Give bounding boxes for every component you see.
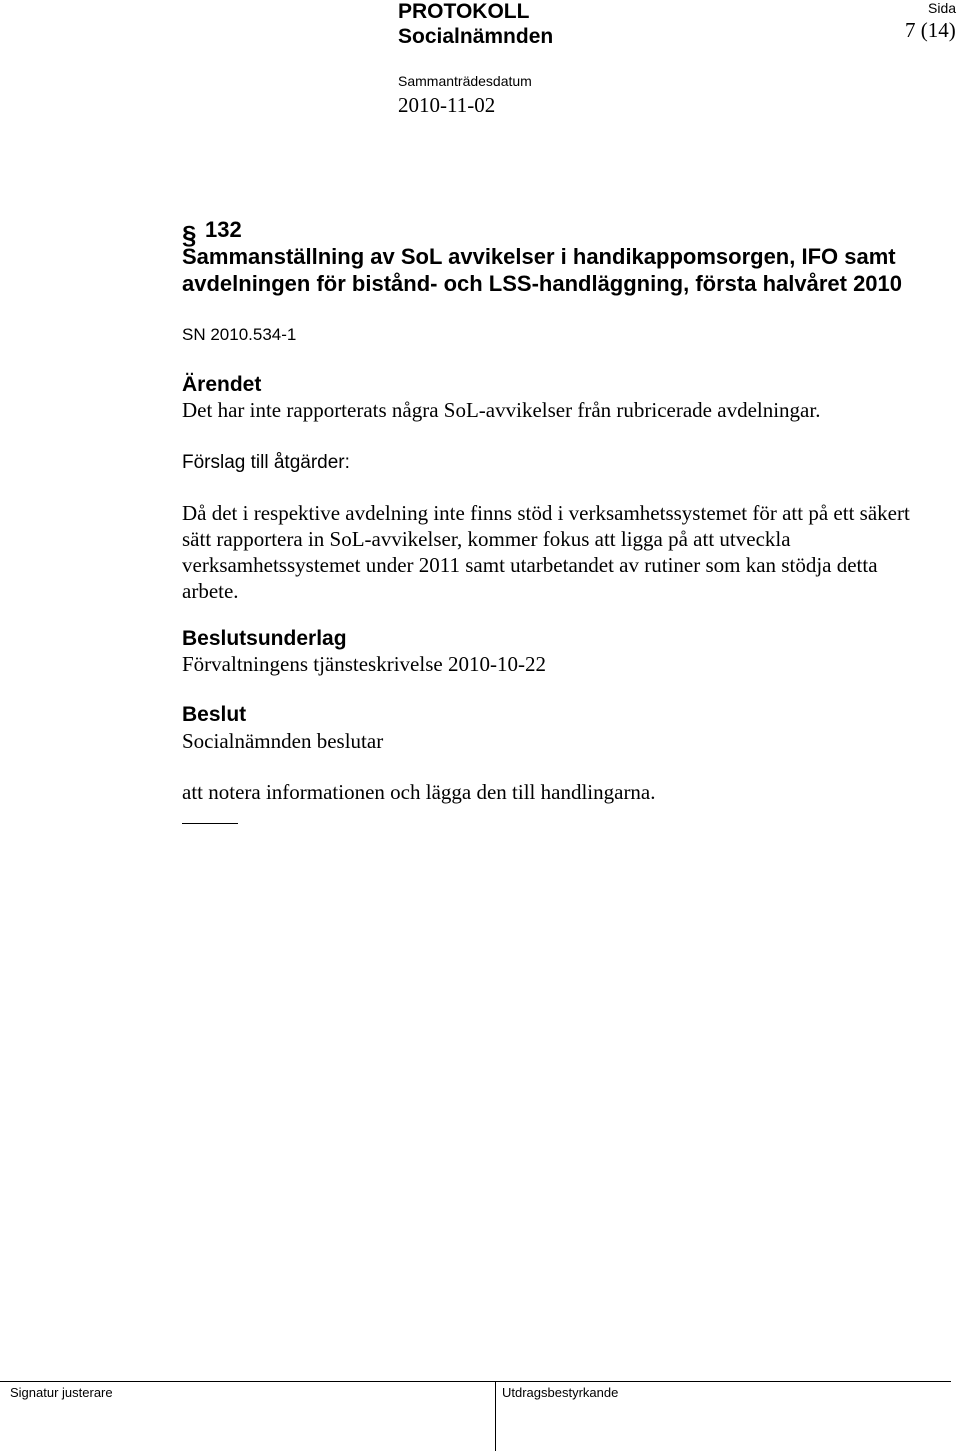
page-number: 7 (14) xyxy=(905,18,956,42)
organization-name: Socialnämnden xyxy=(398,25,554,48)
beslut-heading: Beslut xyxy=(182,703,247,726)
footer-rule xyxy=(0,1381,951,1382)
meeting-date-label: Sammanträdesdatum xyxy=(398,73,532,89)
arendet-text: Det har inte rapporterats några SoL-avvikelser från rubricerade avdelningar. xyxy=(182,398,821,422)
meeting-date: 2010-11-02 xyxy=(398,93,496,117)
section-title: Sammanställning av SoL avvikelser i handikappomsorgen, IFO samt avdelningen för bistånd- och LSS-handläggning, första halvåret 2010 xyxy=(182,244,903,296)
document-type-title: PROTOKOLL xyxy=(398,0,530,23)
section-sign-icon: § xyxy=(182,220,197,250)
section-number: 132 xyxy=(205,217,242,242)
case-number: SN 2010.534-1 xyxy=(182,325,297,344)
arendet-heading: Ärendet xyxy=(182,373,262,396)
signature-label: Signatur justerare xyxy=(10,1385,113,1400)
page-label: Sida xyxy=(928,0,957,16)
forslag-label: Förslag till åtgärder: xyxy=(182,452,350,473)
forslag-paragraph: Då det i respektive avdelning inte finns stöd i verksamhetssystemet för att på ett säkert sätt rapportera in SoL-avvikelser, kommer fokus att ligga på att utveckla verksamhetssystemet under 2011 samt utarbetandet av rutiner som kan stödja detta arbete. xyxy=(182,501,910,603)
beslut-text: att notera informationen och lägga den till handlingarna. xyxy=(182,780,656,804)
beslutsunderlag-text: Förvaltningens tjänsteskrivelse 2010-10-22 xyxy=(182,652,546,676)
extract-certification-label: Utdragsbestyrkande xyxy=(502,1385,619,1400)
beslut-intro: Socialnämnden beslutar xyxy=(182,729,384,753)
beslutsunderlag-heading: Beslutsunderlag xyxy=(182,627,347,650)
section-end-rule xyxy=(182,823,238,824)
footer-divider xyxy=(495,1381,496,1451)
